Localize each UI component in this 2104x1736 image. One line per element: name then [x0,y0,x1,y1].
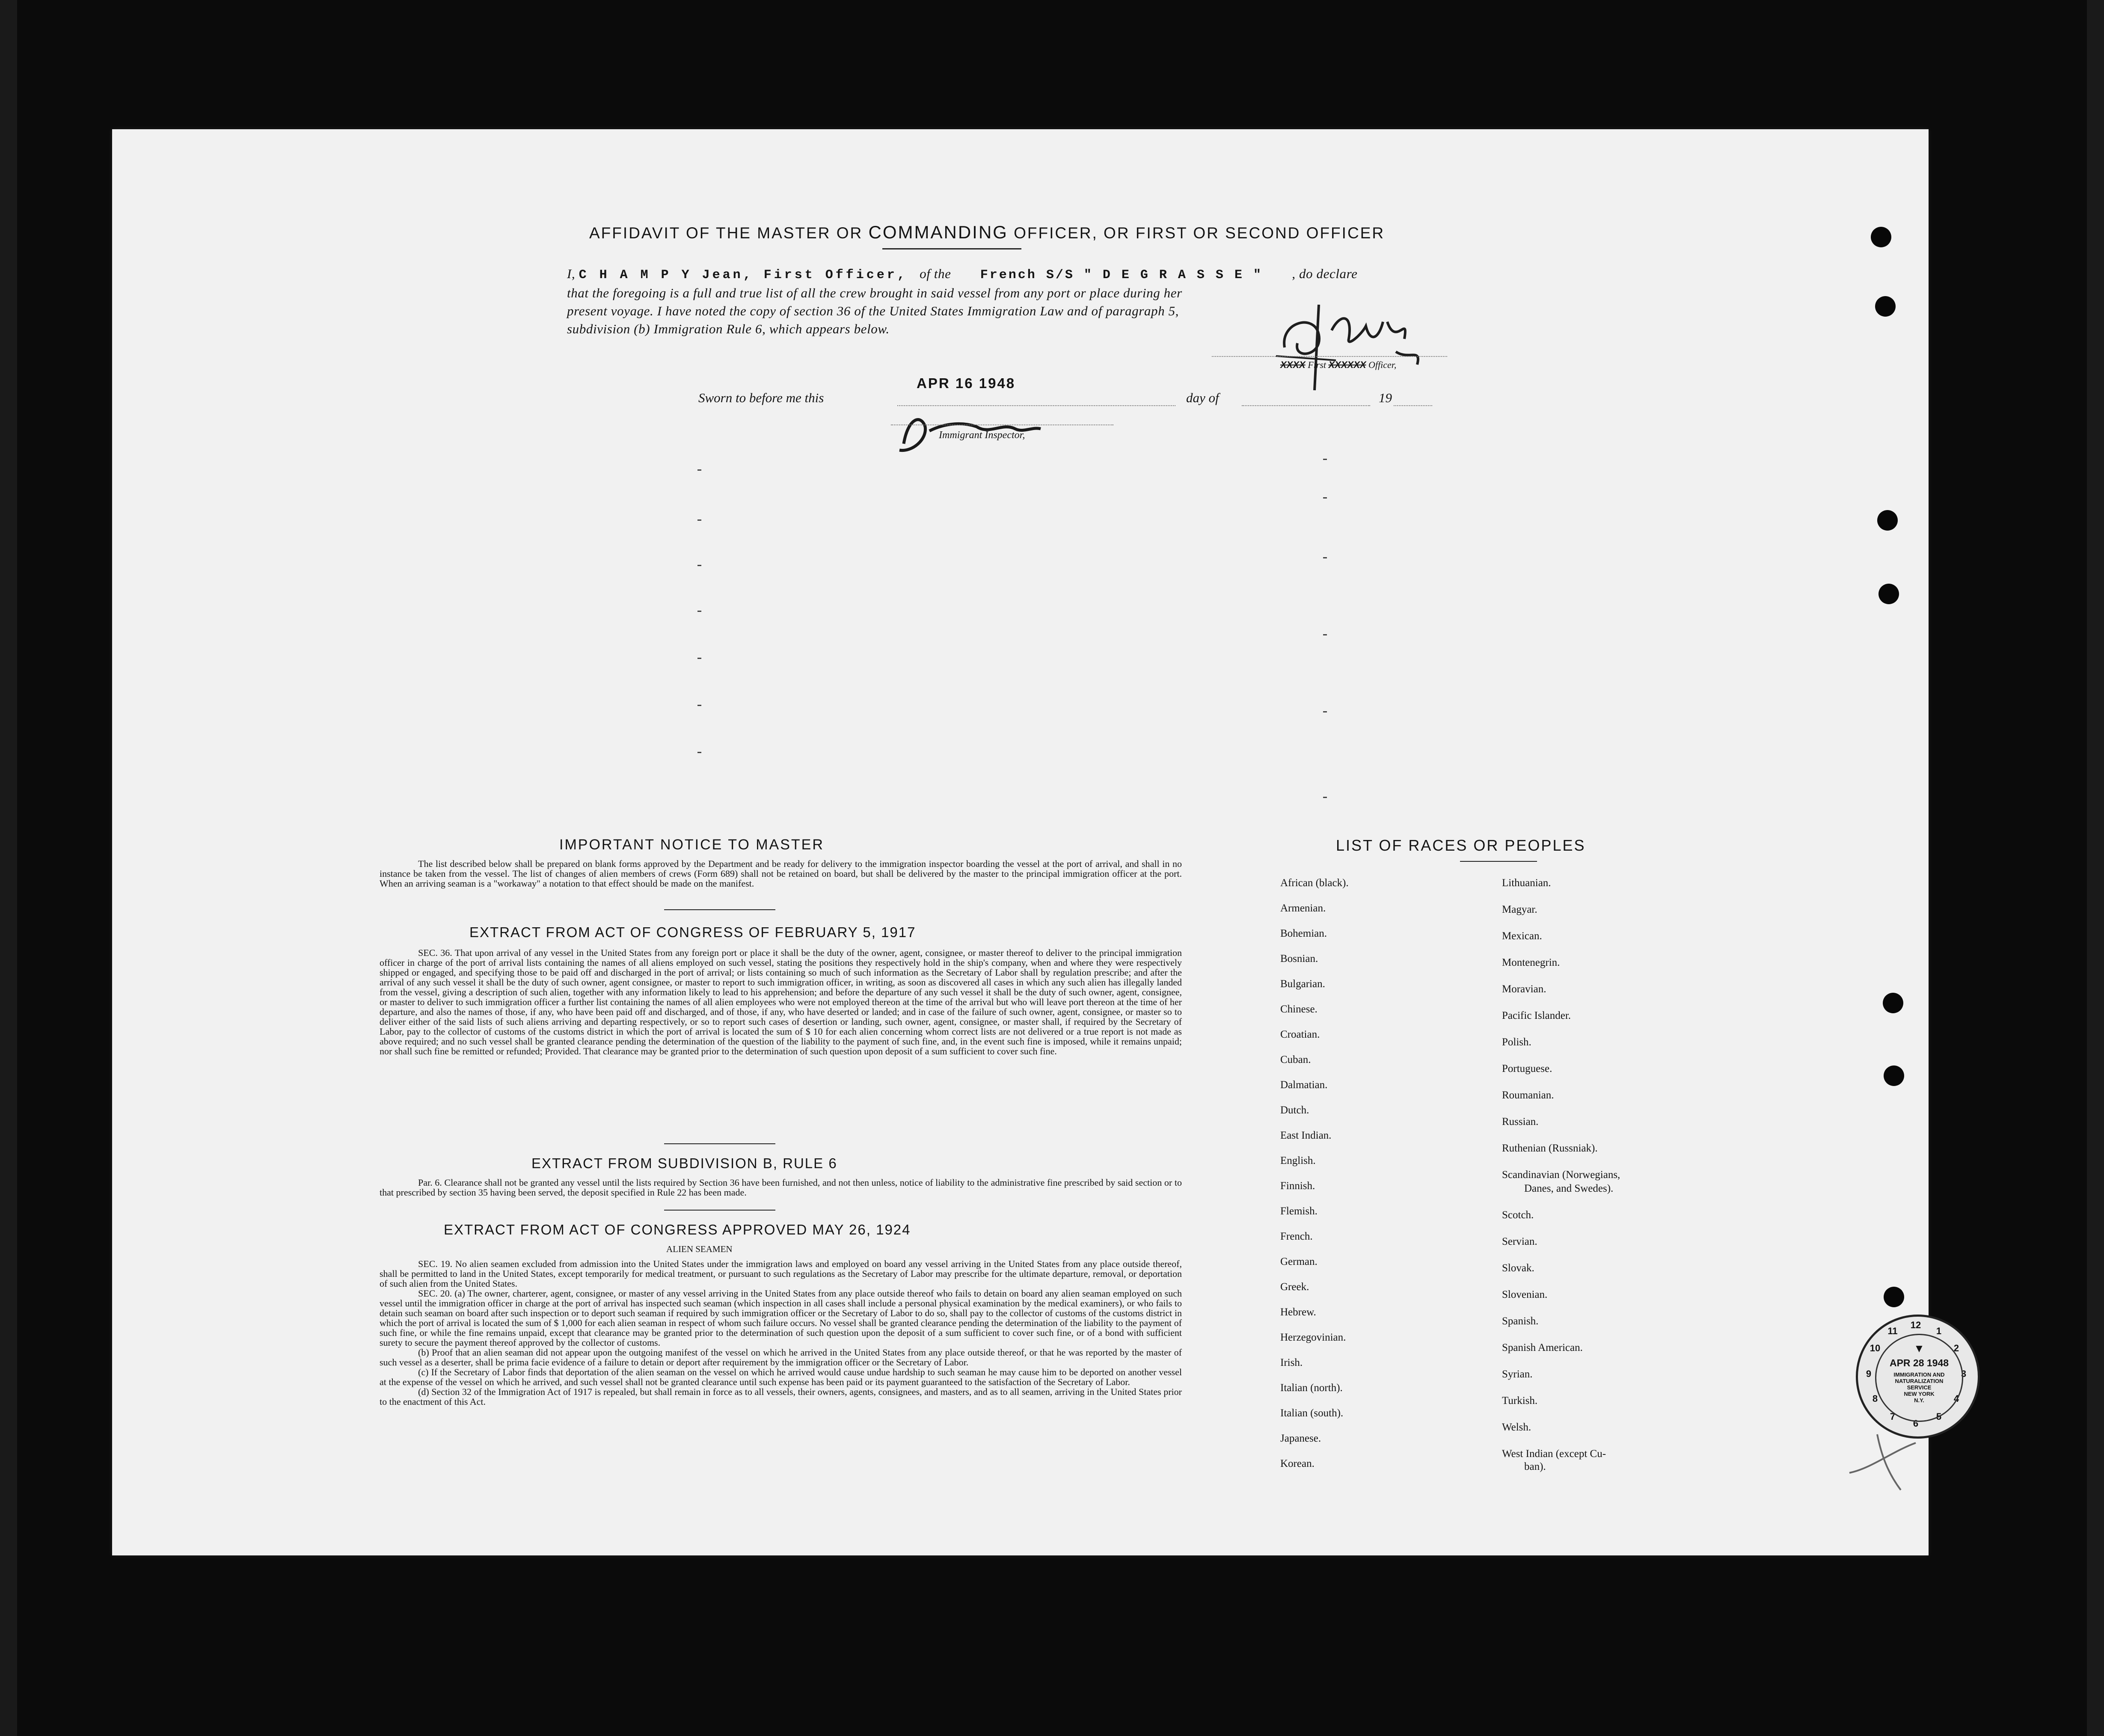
stamp-line3: SERVICE [1907,1384,1932,1391]
race-item: Turkish. [1502,1395,1538,1407]
race-item: West Indian (except Cu- [1502,1448,1606,1460]
race-item: Bosnian. [1280,953,1318,964]
margin-mark [697,611,701,612]
race-item: Scotch. [1502,1209,1534,1221]
affidavit-title-part2: COMMANDING [868,222,1008,242]
race-item: Japanese. [1280,1433,1321,1444]
race-item: Korean. [1280,1458,1315,1469]
stamp-date: APR 28 1948 [1889,1357,1949,1368]
sworn-line [698,390,824,406]
race-item: Herzegovinian. [1280,1332,1346,1343]
race-item: Polish. [1502,1036,1531,1048]
race-item: Portuguese. [1502,1063,1552,1074]
race-item: ban). [1524,1461,1546,1472]
margin-mark [697,658,701,659]
race-item: Roumanian. [1502,1089,1554,1101]
races-title-rule [1460,861,1537,862]
race-item: Moravian. [1502,983,1546,995]
stamp-ring-number: 7 [1890,1411,1896,1422]
margin-mark [1323,497,1327,499]
inspector-caption: Immigrant Inspector, [939,430,1025,441]
affidavit-title [589,222,1385,243]
race-item: Spanish. [1502,1315,1539,1327]
rule6-body: Par. 6. Clearance shall not be granted any vessel until the lists required by Section 36 have been furnished, and not then unless, notice of liability to the administrative fine prescribed by said section or to that prescribed by section 35 having been served, the deposit specified in Rule 22 has been made. [380,1177,1182,1198]
sec20d: (d) Section 32 of the Immigration Act of 1917 is repealed, but shall remain in force as to all vessels, their owners, agents, consignees, and masters, and as to all seamen, arriving in the United States prior to the enactment of this Act. [380,1386,1182,1407]
sec20a: SEC. 20. (a) The owner, charterer, agent, consignee, or master of any vessel arriving in the United States from any place outside thereof who fails to detain on board any alien seaman employed on such vessel until the immigration officer in charge at the port of arrival has inspected such seaman (which inspection in all cases shall include a personal physical examination by the medical examiners), or who fails to detain such seaman on board after such inspection or to deport such seaman if required by such immigration officer or the Secretary of Labor to do so, shall pay to the collector of customs of the customs district in which the port of arrival is located the sum of $ 1,000 for each alien seaman in respect of whom such failure occurs. No vessel shall be granted clearance pending the determination of the liability to the payment of such fine, or while the fine remains unpaid, except that clearance may be granted prior to the determination of such question upon the deposit of a sum sufficient to cover such fine, or of a bond with sufficient surety to secure the payment thereof approved by the collector of customs. [380,1288,1182,1348]
sworn-day-of: day of [1186,390,1219,405]
decl-of-the: of the [920,266,951,281]
sworn-date-stamp: APR 16 1948 [917,375,1016,391]
race-item: Slovenian. [1502,1289,1548,1300]
decl-i: I, [567,266,576,281]
race-item: Lithuanian. [1502,877,1551,889]
race-item: Flemish. [1280,1205,1318,1217]
race-item: German. [1280,1256,1318,1267]
race-item: Irish. [1280,1357,1303,1368]
margin-mark [697,469,701,471]
officer-signature-line [1212,356,1447,357]
extract-1917-title: EXTRACT FROM ACT OF CONGRESS OF FEBRUARY 5, 1917 [469,924,916,940]
race-item: Italian (north). [1280,1382,1343,1394]
races-title: LIST OF RACES OR PEOPLES [1336,837,1586,854]
officer-caption-first: First [1308,359,1326,370]
race-item: Slovak. [1502,1262,1534,1274]
sworn-month-line [1242,405,1370,406]
race-item: Spanish American. [1502,1342,1583,1353]
race-item: Mexican. [1502,930,1542,942]
vessel-name: French S/S " D E G R A S S E " [980,268,1263,282]
stamp-ring-number: 9 [1866,1368,1872,1379]
race-item: Greek. [1280,1281,1309,1293]
officer-name: C H A M P Y Jean, First Officer, [579,268,908,282]
stamp-line4: NEW YORK [1904,1391,1935,1397]
race-item: Cuban. [1280,1054,1311,1065]
sworn-day-line [897,405,1175,406]
margin-mark [1323,634,1327,635]
immigration-stamp [1856,1315,1980,1439]
stamp-ring-number: 12 [1910,1320,1921,1330]
race-item: Ruthenian (Russniak). [1502,1142,1598,1154]
stamp-line5: N.Y. [1914,1397,1924,1404]
punch-hole [1877,510,1898,531]
stamp-ring-number: 11 [1887,1326,1898,1336]
race-item: Dutch. [1280,1104,1309,1116]
race-item: English. [1280,1155,1316,1166]
extract-1924-subtitle: ALIEN SEAMEN [666,1244,733,1254]
stamp-ring-number: 3 [1961,1368,1967,1379]
stamp-center [1872,1334,1963,1422]
officer-caption [1280,359,1396,371]
margin-mark [1323,459,1327,460]
race-item: Magyar. [1502,904,1537,915]
affidavit-page [112,129,1967,1555]
race-item: Croatian. [1280,1029,1320,1040]
race-item: Welsh. [1502,1421,1531,1433]
affidavit-title-part3: OFFICER, OR FIRST OR SECOND OFFICER [1014,224,1385,242]
pencil-check-mark [1837,1426,1922,1494]
stamp-ring-number: 6 [1913,1418,1919,1429]
officer-caption-officer: Officer, [1368,359,1397,370]
race-item: Russian. [1502,1116,1539,1128]
race-item: Montenegrin. [1502,957,1560,968]
margin-mark [1323,711,1327,712]
rule6-title: EXTRACT FROM SUBDIVISION B, RULE 6 [531,1155,837,1171]
margin-mark [697,565,701,566]
race-item: Servian. [1502,1236,1537,1247]
margin-mark [697,705,701,706]
margin-mark [1323,557,1327,558]
notice-title: IMPORTANT NOTICE TO MASTER [559,837,824,853]
extract-1917-rule [664,1143,775,1144]
rule6-rule [664,1210,775,1211]
punch-hole [1871,227,1891,247]
sec20b: (b) Proof that an alien seaman did not appear upon the outgoing manifest of the vessel on which he arrived in the United States from any place outside thereof, or that he was reported by the master of such vessel as a deserter, shall be prima facie evidence of a failure to detain or deport after requirement by the immigration officer or the Secretary of Labor. [380,1347,1182,1368]
extract-1924-body [380,1259,1182,1407]
sec19: SEC. 19. No alien seamen excluded from admission into the United States under the immigration laws and employed on board any vessel arriving in the United States from any place outside thereof, shall be permitted to land in the United States, except temporarily for medical treatment, or pursuant to such regulations as the Secretary of Labor may prescribe for the ultimate departure, removal, or deportation of such alien from the United States. [380,1258,1182,1289]
affidavit-title-part1: AFFIDAVIT OF THE MASTER OR [589,224,863,242]
race-item: East Indian. [1280,1130,1332,1141]
race-item: Scandinavian (Norwegians, [1502,1169,1620,1181]
punch-hole [1884,1287,1904,1307]
sworn-pre: Sworn to before me this [698,390,824,405]
stamp-ring-number: 4 [1953,1393,1959,1404]
crossed-out-master: XXXX [1280,359,1306,370]
stamp-ring-number: 8 [1872,1393,1878,1404]
declaration-line1 [567,265,1466,284]
stamp-ring-number: 5 [1936,1411,1942,1422]
sec20c: (c) If the Secretary of Labor finds that deportation of the alien seaman on the vessel on which he arrived would cause undue hardship to such seaman he may cause him to be deported on another vessel at the expense of the vessel on which he arrived, and such vessel shall not be granted clearance until such expense has been paid or its payment guaranteed to the satisfaction of the Secretary of Labor. [380,1367,1182,1387]
race-item: Dalmatian. [1280,1079,1328,1091]
margin-mark [697,519,701,521]
decl-do-declare: , do declare [1292,266,1358,281]
inspector-signature-line [891,424,1113,425]
extract-1924-title: EXTRACT FROM ACT OF CONGRESS APPROVED MAY 26, 1924 [444,1222,911,1237]
punch-hole [1875,296,1896,317]
film-edge-right [2087,0,2104,1736]
extract-1917-body: SEC. 36. That upon arrival of any vessel in the United States from any foreign port or place it shall be the duty of the owner, agent, consignee, or master thereof to deliver to the principal immigration officer in charge of the port of arrival lists containing the names of all aliens employed on such vessel, stating the positions they respectively hold in the ship's company, when and where they were respectively shipped or engaged, and specifying those to be paid off and discharged in the port of arrival; or lists containing so much of such information as the Secretary of Labor shall by regulation prescribe; and after the arrival of any such vessel it shall be the duty of such owner, agent consignee, or master to report to such immigration officer, in writing, as soon as discovered all cases in which any such alien has illegally landed from the vessel, giving a description of such alien, together with any information likely to lead to his apprehension; and before the departure of any such vessel it shall be the duty of such owner, agent, consignee, or master to deliver to such immigration officer a further list containing the names of all alien employees who were not employed thereon at the time of the arrival but who will leave port thereon at the time of her departure, and also the names of those, if any, who have been paid off and discharged, and of those, if any, who have deserted or landed; and in case of the failure of such owner, agent, consignee, or master so to deliver either of the said lists of such aliens arriving and departing respectively, or so to report such cases of desertion or landing, such owner, agent, consignee, or master shall, if required by the Secretary of Labor, pay to the collector of customs of the customs district in which the port of arrival is located the sum of $ 10 for each alien concerning whom correct lists are not delivered or a true report is not made as above required; and no such vessel shall be granted clearance pending the determination of the question of the liability to the payment of such fine, and, in the event such fine is imposed, while it remains unpaid; nor shall such fine be remitted or refunded; Provided. That clearance may be granted prior to the determination of such question upon deposit of a sum sufficient to cover such fine. [380,947,1182,1056]
declaration-line4: subdivision (b) Immigration Rule 6, which appears below. [567,321,890,336]
stamp-ring-number: 2 [1953,1343,1959,1353]
race-item: Finnish. [1280,1180,1315,1192]
punch-hole [1883,993,1903,1013]
title-underline [882,248,1021,249]
officer-signature [1267,296,1447,395]
margin-mark [1323,797,1327,798]
race-item: Hebrew. [1280,1306,1316,1318]
race-item: African (black). [1280,877,1349,889]
sworn-year: 19 [1379,390,1392,405]
race-item: Danes, and Swedes). [1524,1183,1614,1194]
punch-hole [1884,1065,1904,1086]
notice-body: The list described below shall be prepared on blank forms approved by the Department and be ready for delivery to the immigration inspector boarding the vessel at the port of arrival, and shall in no instance be taken from the vessel. The list of changes of alien members of crews (Form 689) shall not be retained on board, but shall be delivered by the master to the principal immigration officer at the port. When an arriving seaman is a "workaway" a notation to that effect should be made on the manifest. [380,858,1182,889]
stamp-ring-number: 10 [1870,1343,1881,1353]
race-item: Pacific Islander. [1502,1010,1571,1021]
race-item: Armenian. [1280,902,1326,914]
race-item: Bohemian. [1280,928,1327,939]
stamp-line1: IMMIGRATION AND [1893,1371,1945,1378]
notice-rule [664,909,775,910]
race-item: Italian (south). [1280,1407,1344,1419]
declaration-line2: that the foregoing is a full and true list of all the crew brought in said vessel from any port or place during her [567,285,1182,300]
race-item: Chinese. [1280,1003,1318,1015]
eagle-icon: ▼ [1914,1342,1925,1355]
stamp-ring-number: 1 [1936,1326,1942,1336]
race-item: Syrian. [1502,1368,1533,1380]
sworn-year-line [1394,405,1432,406]
declaration-line3: present voyage. I have noted the copy of section 36 of the United States Immigration Law and of paragraph 5, [567,303,1179,318]
race-item: French. [1280,1231,1313,1242]
punch-hole [1878,584,1899,604]
crossed-out-second: XXXXXX [1328,359,1366,370]
margin-mark [697,752,701,753]
race-item: Bulgarian. [1280,978,1325,990]
stamp-line2: NATURALIZATION [1895,1378,1944,1384]
film-edge-left [0,0,17,1736]
